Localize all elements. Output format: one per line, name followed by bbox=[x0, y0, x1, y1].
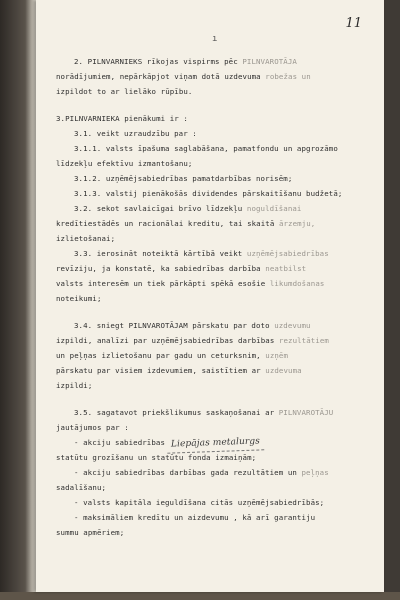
document-page bbox=[36, 0, 384, 592]
line-text: 2. PILNVARNIEKS rīkojas vispirms pēc bbox=[74, 57, 243, 66]
faded-text: peļņas bbox=[301, 468, 329, 477]
text-line bbox=[56, 69, 372, 84]
faded-text: PILNVAROTĀJU bbox=[278, 408, 334, 417]
text-line bbox=[56, 231, 372, 246]
faded-text: ārzemju, bbox=[278, 219, 316, 228]
line-text: - akciju sabiedrības bbox=[74, 438, 165, 447]
line-text: 3.1. veikt uzraudzību par : bbox=[74, 129, 197, 138]
scan-left-edge bbox=[0, 0, 36, 600]
text-line bbox=[56, 84, 372, 99]
scan-bottom-edge bbox=[0, 592, 400, 600]
text-line bbox=[56, 246, 372, 261]
text-line bbox=[56, 495, 372, 510]
text-line bbox=[56, 465, 372, 480]
paragraph-gap bbox=[56, 393, 372, 405]
line-text: noteikumi; bbox=[56, 294, 102, 303]
line-text: - akciju sabiedrības darbības gada rezultātiem un bbox=[74, 468, 302, 477]
text-line bbox=[56, 201, 372, 216]
text-line bbox=[56, 480, 372, 495]
faded-text: neatbilst bbox=[265, 264, 307, 273]
line-text: 3.3. ierosināt noteiktā kārtībā veikt bbox=[74, 249, 247, 258]
line-text: 3.1.2. uzņēmējsabiedrības pamatdarbības norisēm; bbox=[74, 174, 293, 183]
line-text: 3.1.3. valstij pienākošās dividendes pārskaitīšanu budžetā; bbox=[74, 189, 343, 198]
paragraph-gap bbox=[56, 306, 372, 318]
faded-text: noguldīšanai bbox=[246, 204, 302, 213]
faded-text: uzņēmējsabiedrības bbox=[246, 249, 329, 258]
document-body bbox=[56, 54, 372, 540]
text-line bbox=[56, 276, 372, 291]
text-line bbox=[56, 291, 372, 306]
text-line bbox=[56, 405, 372, 420]
line-text: izpildi, analīzi par uzņēmējsabiedrības darbības bbox=[56, 336, 279, 345]
line-text: izpildi; bbox=[56, 381, 93, 390]
text-line bbox=[56, 318, 372, 333]
text-line bbox=[56, 186, 372, 201]
line-text: valsts interesēm un tiek pārkāpti spēkā esošie bbox=[56, 279, 270, 288]
line-text: summu apmēriem; bbox=[56, 528, 125, 537]
text-line bbox=[56, 216, 372, 231]
line-text: norādījumiem, nepārkāpjot viņam dotā uzdevuma bbox=[56, 72, 266, 81]
line-text: 3.4. sniegt PILNVAROTĀJAM pārskatu par doto bbox=[74, 321, 275, 330]
text-line bbox=[56, 525, 372, 540]
line-text: 3.1.1. valsts īpašuma saglabāšana, pamatfondu un apgrozāmo bbox=[74, 144, 338, 153]
margin-mark: ı bbox=[212, 34, 218, 44]
text-line bbox=[56, 363, 372, 378]
text-line bbox=[56, 141, 372, 156]
line-text: līdzekļu efektīvu izmantošanu; bbox=[56, 159, 193, 168]
text-line bbox=[56, 333, 372, 348]
faded-text: PILNVAROTĀJA bbox=[242, 57, 297, 66]
line-text: statūtu grozīšanu un statūtu fonda izmaiņām; bbox=[56, 453, 257, 462]
faded-text: uzņēm bbox=[265, 351, 289, 360]
text-line bbox=[56, 54, 372, 69]
text-line bbox=[56, 111, 372, 126]
line-text: jautājumos par : bbox=[56, 423, 129, 432]
line-text: sadalīšanu; bbox=[56, 483, 107, 492]
line-text: revīziju, ja konstatē, ka sabiedrības darbība bbox=[56, 264, 266, 273]
faded-text: uzdevumu bbox=[274, 321, 311, 330]
text-line bbox=[56, 348, 372, 363]
text-line bbox=[56, 420, 372, 435]
faded-text: uzdevuma bbox=[265, 366, 302, 375]
faded-text: likumdošanas bbox=[269, 279, 325, 288]
text-line bbox=[56, 156, 372, 171]
line-text: izpildot to ar lielāko rūpību. bbox=[56, 87, 193, 96]
line-text: 3.2. sekot savlaicīgai brīvo līdzekļu bbox=[74, 204, 247, 213]
line-text: 3.5. sagatavot priekšlikumus saskaņošanai ar bbox=[74, 408, 279, 417]
line-text: - valsts kapitāla ieguldīšana citās uzņēmējsabiedrībās; bbox=[74, 498, 325, 507]
line-text: 3.PILNVARNIEKA pienākumi ir : bbox=[56, 114, 188, 123]
text-line bbox=[56, 435, 372, 450]
text-line bbox=[56, 261, 372, 276]
line-text: izlietošanai; bbox=[56, 234, 116, 243]
faded-text: rezultātiem bbox=[278, 336, 329, 345]
line-text: - maksimāliem kredītu un aizdevumu , kā arī garantiju bbox=[74, 513, 316, 522]
text-line bbox=[56, 450, 372, 465]
text-line bbox=[56, 171, 372, 186]
line-text: pārskatu par visiem izdevumiem, saistītiem ar bbox=[56, 366, 266, 375]
line-text: un peļņas izlietošanu par gadu un ceturksnim, bbox=[56, 351, 266, 360]
line-text: kredītiestādēs un racionālai kreditu, tai skaitā bbox=[56, 219, 279, 228]
scan-right-edge bbox=[384, 0, 400, 600]
handwritten-entry: Liepājas metalurgs bbox=[167, 434, 264, 453]
faded-text: robežas un bbox=[265, 72, 311, 81]
text-line bbox=[56, 510, 372, 525]
paragraph-gap bbox=[56, 99, 372, 111]
text-line bbox=[56, 126, 372, 141]
page-number: 11 bbox=[345, 16, 362, 31]
text-line bbox=[56, 378, 372, 393]
